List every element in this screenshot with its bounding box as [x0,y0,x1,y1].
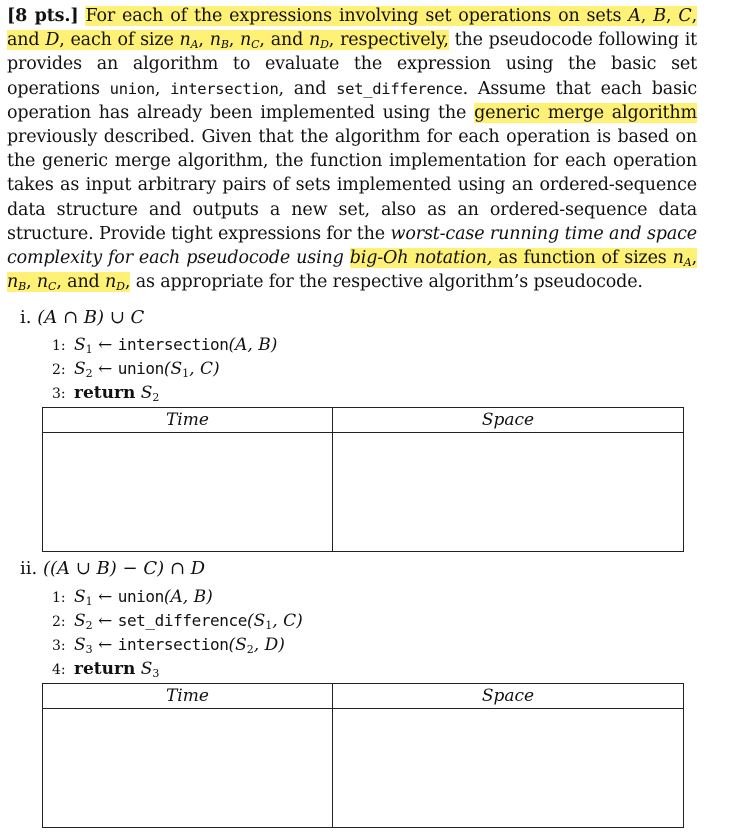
highlight-generic-merge: generic merge algorithm [474,102,698,123]
question-paragraph: [8 pts.] For each of the expressions involving set operations on sets A, B, C, and D, each of size $n_A$, $n_B$, $n_C$, and $n_D$, respectively, the pseudocode following it provides an algorithm to evaluate the expression using the basic set operations union, intersection, and set_difference. Assume that each basic operation has already been implemented using the generic merge algorithm previously described. Given that the algorithm for each operation is based on the generic merge algorithm, the function implementation for each operation takes as input arbitrary pairs of sets implemented using an ordered-sequence data structure and outputs a new set, also as an ordered-sequence data structure. Provide tight expressions for the worst-case running time and space complexity for each pseudocode using big-Oh notation, as function of sizes $n_A$, $n_B$, $n_C$, and $n_D$, as appropriate for the respective algorithm’s pseudocode. [7,6,698,294]
pseudocode-line: 2: $S_2$ ← $set\_difference(S_1$, C) [52,611,303,632]
points-label: [8 pts.] [7,6,79,26]
op-set-difference: set_difference [336,79,463,98]
op-union: union [109,79,155,98]
pseudocode-line: 1: $S_1$ ← intersection(A, B) [52,335,278,356]
part-i-pseudocode [52,333,277,405]
space-header: Space [332,408,683,433]
body-rest: previously described. Given that the algorithm for each operation is based on the generic merge algorithm, the function implementation for each operation takes as input arbitrary pairs of sets implemented using an ordered-sequence data structure and outputs a new set, also as an ordered-sequence data structure. Provide tight expressions for the [7,127,697,244]
space-answer-cell[interactable] [332,433,683,552]
part-ii-answer-table [42,683,684,828]
part-ii-pseudocode [52,585,303,681]
pseudocode-line: 2: $S_2$ ← $union(S_1$, C) [52,359,220,380]
time-answer-cell[interactable] [43,433,333,552]
part-ii-title: ii. ((A ∪ B) − C) ∩ D [20,558,206,579]
part-i-answer-table [42,407,684,552]
after-respectively: the pseudocode following it provides an algorithm to evaluate the expression using the basic set operations [7,30,698,99]
space-header: Space [332,684,683,709]
time-header: Time [43,408,333,433]
space-answer-cell[interactable] [332,709,683,828]
highlight-bigoh: big-Oh notation, as function of sizes $n_A$, $n_B$, $n_C$, and $n_D$, [7,248,697,294]
pseudocode-line: 3: return $S_2$ [52,383,160,404]
worst-case-text: worst-case running time and space complexity for each pseudocode using [7,223,697,269]
highlight-intro: For each of the expressions involving set operations on sets A, B, C, and D, each of size $n_A$, $n_B$, $n_C$, and $n_D$, respectively, [7,6,697,52]
time-header: Time [43,684,333,709]
closing-text: as appropriate for the respective algorithm’s pseudocode. [135,272,643,293]
op-intersection: intersection [170,79,279,98]
time-answer-cell[interactable] [43,709,333,828]
part-i-title: i. (A ∩ B) ∪ C [20,307,145,328]
pseudocode-line: 1: $S_1$ ← union(A, B) [52,587,213,608]
pseudocode-line: 4: return $S_3$ [52,659,160,680]
assume-text: Assume that each basic operation has already been implemented using the [7,78,698,123]
pseudocode-line: 3: $S_3$ ← $intersection(S_2$, D) [52,635,285,656]
